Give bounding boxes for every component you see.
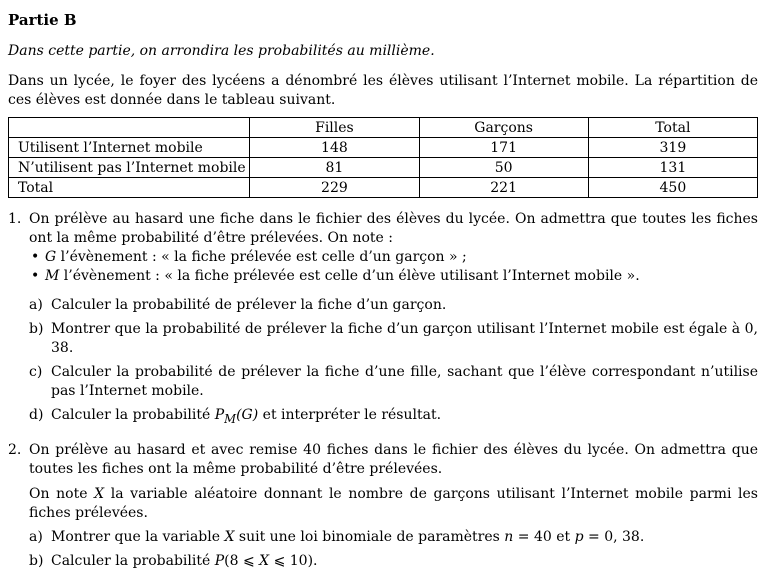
text-pre: Montrer que la variable <box>51 528 225 545</box>
subquestion <box>29 528 758 547</box>
subquestion-text-pre: Calculer la probabilité <box>51 407 215 423</box>
intro-paragraph: Dans un lycée, le foyer des lycéens a dénombré les élèves utilisant l’Internet mobile. La répartition de ces élèves est donnée dans le tableau suivant. <box>8 73 758 108</box>
list-item <box>29 248 758 267</box>
subquestion-label: b) <box>29 552 44 569</box>
question-1 <box>8 210 758 429</box>
event-variable: G <box>45 249 57 265</box>
text-mid: suit une loi binomiale de paramètres <box>234 528 505 545</box>
text-eq: = 0, 38. <box>583 528 645 545</box>
bullet-icon: • <box>31 268 40 284</box>
bullet-icon: • <box>31 249 40 265</box>
subquestion-text: Montrer que la probabilité de prélever la fiche d’un garçon utilisant l’Internet mobile est égale à 0, 38. <box>51 321 758 356</box>
question-number: 2. <box>8 441 22 458</box>
cell-total: 319 <box>588 138 757 158</box>
rounding-instruction: Dans cette partie, on arrondira les probabilités au millième. <box>8 43 435 59</box>
cell-garcons: 171 <box>419 138 588 158</box>
section-title: Partie B <box>8 11 77 29</box>
cell-total: 131 <box>588 158 757 178</box>
subquestion <box>29 406 758 429</box>
text-post: la variable aléatoire donnant le nombre de garçons utilisant l’Internet mobile parmi les fiches prélevées. <box>29 485 758 521</box>
cell-filles: 229 <box>250 178 419 198</box>
math-symbol: p <box>574 528 584 545</box>
subquestion-label: a) <box>29 297 43 313</box>
question-number: 1. <box>8 211 22 227</box>
cell-filles: 81 <box>250 158 419 178</box>
question-text-2 <box>29 485 758 523</box>
list-item <box>29 267 758 286</box>
subquestion-text: Calculer la probabilité de prélever la fiche d’un garçon. <box>51 297 447 313</box>
exercise-page <box>8 9 758 571</box>
row-label: Utilisent l’Internet mobile <box>9 138 250 158</box>
subquestion-label: c) <box>29 364 43 380</box>
math-symbol: P <box>214 552 225 569</box>
event-variable: M <box>45 268 60 284</box>
table-row <box>9 158 758 178</box>
subquestion <box>29 363 758 401</box>
event-text: l’évènement : « la fiche prélevée est celle d’un élève utilisant l’Internet mobile ». <box>59 268 640 284</box>
text-eq: = 40 et <box>513 528 575 545</box>
table-header-filles: Filles <box>250 118 419 138</box>
cell-total: 450 <box>588 178 757 198</box>
event-text: l’évènement : « la fiche prélevée est celle d’un garçon » ; <box>56 249 467 265</box>
table-row <box>9 138 758 158</box>
text-pre: On note <box>29 485 95 502</box>
question-2 <box>8 441 758 571</box>
math-symbol: (G) <box>236 407 259 423</box>
text-pre: Calculer la probabilité <box>51 552 215 569</box>
math-symbol: P <box>214 407 225 423</box>
math-symbol: X <box>94 485 105 502</box>
subquestion-label: a) <box>29 528 43 545</box>
cell-filles: 148 <box>250 138 419 158</box>
table-header-total: Total <box>588 118 757 138</box>
subquestion-text-post: et interpréter le résultat. <box>258 407 442 423</box>
table-row <box>9 178 758 198</box>
cell-garcons: 50 <box>419 158 588 178</box>
math-expr: ⩽ 10). <box>269 552 318 569</box>
table-header-row <box>9 118 758 138</box>
math-symbol: n <box>504 528 514 545</box>
subquestion-text: Calculer la probabilité de prélever la fiche d’une fille, sachant que l’élève correspondant n’utilise pas l’Internet mobile. <box>51 364 758 399</box>
question-text: On prélève au hasard et avec remise 40 fiches dans le fichier des élèves du lycée. On admettra que toutes les fiches ont la même probabilité d’être prélevées. <box>29 441 758 477</box>
subquestion <box>29 320 758 358</box>
event-list <box>29 248 758 286</box>
row-label: N’utilisent pas l’Internet mobile <box>9 158 250 178</box>
math-symbol: X <box>224 528 235 545</box>
math-subscript: M <box>224 411 237 426</box>
cell-garcons: 221 <box>419 178 588 198</box>
subquestion <box>29 296 758 315</box>
row-label: Total <box>9 178 250 198</box>
table-header-empty <box>9 118 250 138</box>
subquestion-label: b) <box>29 321 44 337</box>
table-header-garcons: Garçons <box>419 118 588 138</box>
question-text: On prélève au hasard une fiche dans le fichier des élèves du lycée. On admettra que toutes les fiches ont la même probabilité d’être prélevées. On note : <box>29 211 758 246</box>
math-expr: (8 ⩽ <box>224 552 260 569</box>
math-symbol: X <box>259 552 270 569</box>
data-table <box>8 117 758 198</box>
subquestion-label: d) <box>29 407 44 423</box>
subquestion <box>29 552 758 571</box>
